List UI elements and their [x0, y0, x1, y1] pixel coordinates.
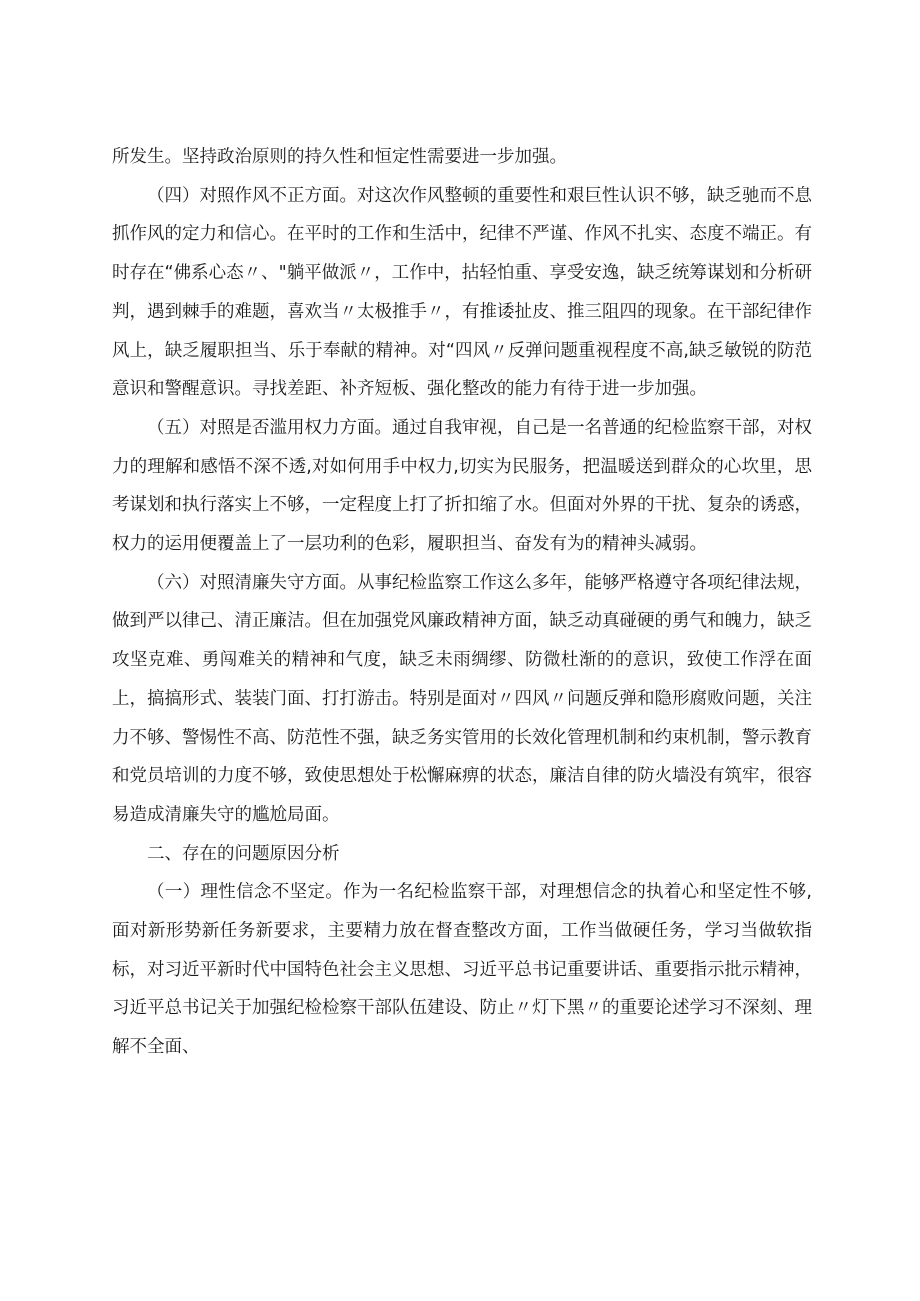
paragraph-cause-1: （一）理性信念不坚定。作为一名纪检监察干部，对理想信念的执着心和坚定性不够,面对新形势新任务新要求，主要精力放在督查整改方面，工作当做硬任务，学习当做软指标，对习近平新时代中国特色社会主义思想、习近平总书记重要讲话、重要指示批示精神，习近平总书记关于加强纪检检察干部队伍建设、防止〃灯下黑〃的重要论述学习不深刻、理解不全面、 — [112, 882, 812, 1058]
paragraph-section-4: （四）对照作风不正方面。对这次作风整顿的重要性和艰巨性认识不够，缺乏驰而不息抓作风的定力和信心。在平时的工作和生活中，纪律不严谨、作风不扎实、态度不端正。有时存在“佛系心态〃、"躺平做派〃，工作中，拈轻怕重、享受安逸，缺乏统筹谋划和分析研判，遇到棘手的难题，喜欢当〃太极推手〃，有推诿扯皮、推三阻四的现象。在干部纪律作风上，缺乏履职担当、乐于奉献的精神。对“四风〃反弹问题重视程度不高,缺乏敏锐的防范意识和警醒意识。寻找差距、补齐短板、强化整改的能力有待于进一步加强。 — [112, 185, 812, 400]
paragraph-continuation: 所发生。坚持政治原则的持久性和恒定性需要进一步加强。 — [112, 147, 567, 167]
document-body — [112, 138, 812, 1067]
section-heading-cause-analysis: 二、存在的问题原因分析 — [147, 843, 340, 864]
paragraph-section-6: （六）对照清廉失守方面。从事纪检监察工作这么多年，能够严格遵守各项纪律法规，做到严以律己、清正廉洁。但在加强党风廉政精神方面，缺乏动真碰硬的勇气和魄力，缺乏攻坚克难、勇闯难关的精神和气度，缺乏未雨绸缪、防微杜渐的的意识，致使工作浮在面上，搞搞形式、装装门面、打打游击。特别是面对〃四风〃问题反弹和隐形腐败问题，关注力不够、警惕性不高、防范性不强，缺乏务实管用的长效化管理机制和约束机制，警示教育和党员培训的力度不够，致使思想处于松懈麻痹的状态，廉洁自律的防火墙没有筑牢，很容易造成清廉失守的尴尬局面。 — [112, 572, 812, 825]
paragraph-section-5: （五）对照是否滥用权力方面。通过自我审视，自己是一名普通的纪检监察干部，对权力的理解和感悟不深不透,对如何用手中权力,切实为民服务，把温暖送到群众的心坎里，思考谋划和执行落实上不够，一定程度上打了折扣缩了水。但面对外界的干扰、复杂的诱惑，权力的运用便覆盖上了一层功利的色彩，履职担当、奋发有为的精神头减弱。 — [112, 417, 812, 555]
